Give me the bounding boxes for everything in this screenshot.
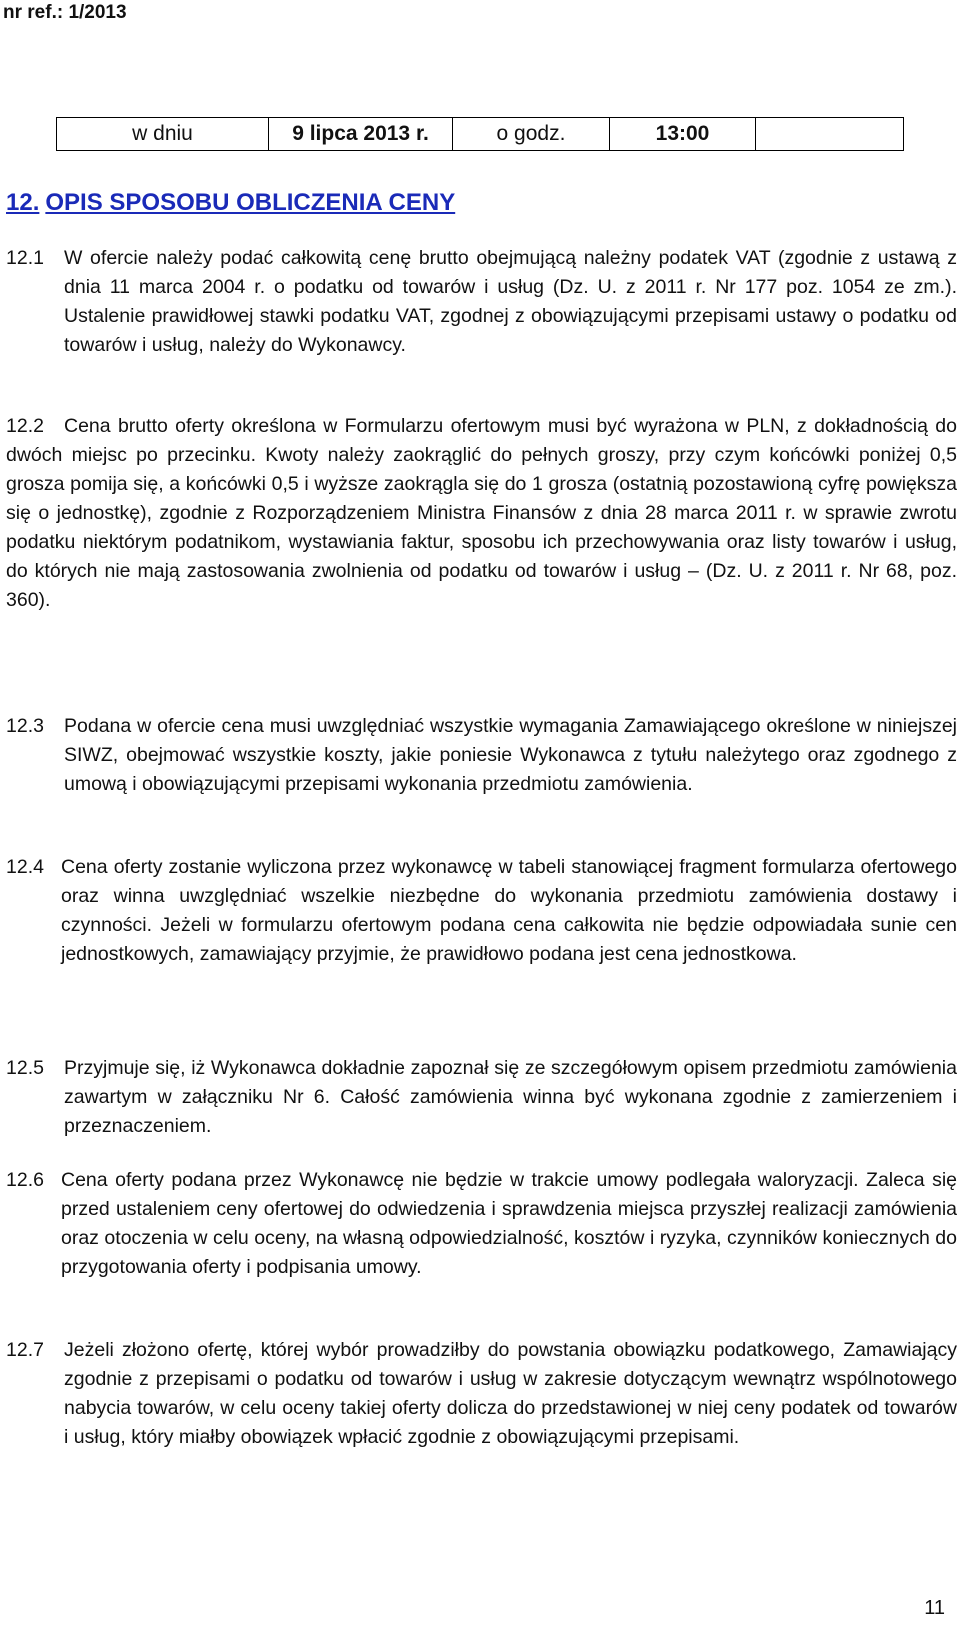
section-heading (6, 189, 455, 217)
clause-number: 12.2 (6, 415, 44, 437)
clause-text: W ofercie należy podać całkowitą cenę brutto obejmującą należny podatek VAT (zgodnie z ustawą z dnia 11 marca 2004 r. o podatku od towarów i usług (Dz. U. z 2011 r. Nr 177 poz. 1054 ze zm.). Ustalenie prawidłowej stawki podatku VAT, zgodnej z obowiązującymi przepisami ustawy o podatku od towarów i usług, należy do Wykonawcy. (64, 247, 957, 356)
section-number: 12. (6, 189, 40, 216)
date-time-row (56, 117, 904, 151)
clause-12-5 (6, 1054, 957, 1141)
date-label: w dniu (57, 118, 269, 150)
page-number: 11 (924, 1597, 945, 1619)
clause-text: Jeżeli złożono ofertę, której wybór prowadziłby do powstania obowiązku podatkowego, Zamawiający zgodnie z przepisami o podatku od towarów i usług w zakresie dotyczącym wewnątrz wspólnotowego nabycia towarów, w celu oceny takiej oferty dolicza do przedstawionej w niej ceny podatek od towarów i usług, który miałby obowiązek wpłacić zgodnie z obowiązującymi przepisami. (64, 1339, 957, 1448)
clause-12-6 (6, 1166, 957, 1282)
reference-number: nr ref.: 1/2013 (3, 2, 127, 23)
empty-cell (756, 118, 904, 150)
clause-text: Przyjmuje się, iż Wykonawca dokładnie zapoznał się ze szczegółowym opisem przedmiotu zamówienia zawartym w załączniku Nr 6. Całość zamówienia winna być wykonana zgodnie z zamierzeniem i przeznaczeniem. (64, 1057, 957, 1137)
clause-number: 12.5 (6, 1057, 44, 1079)
clause-text: Cena oferty podana przez Wykonawcę nie będzie w trakcie umowy podlegała waloryzacji. Zaleca się przed ustaleniem ceny ofertowej do odwiedzenia i sprawdzenia miejsca przyszłej realizacji zamówienia oraz otoczenia w celu oceny, na własną odpowiedzialność, kosztów i ryzyka, czynników koniecznych do przygotowania oferty i podpisania umowy. (61, 1169, 957, 1278)
clause-12-1 (6, 244, 957, 360)
time-value: 13:00 (610, 118, 756, 150)
clause-text: Podana w ofercie cena musi uwzględniać wszystkie wymagania Zamawiającego określone w niniejszej SIWZ, obejmować wszystkie koszty, jakie poniesie Wykonawca z tytułu należytego oraz zgodnego z umową i obowiązującymi przepisami wykonania przedmiotu zamówienia. (64, 715, 957, 795)
clause-number: 12.3 (6, 715, 44, 737)
clause-number: 12.7 (6, 1339, 44, 1361)
date-value: 9 lipca 2013 r. (269, 118, 453, 150)
clause-number: 12.1 (6, 247, 44, 269)
clause-number: 12.6 (6, 1169, 44, 1191)
time-label: o godz. (453, 118, 610, 150)
clause-12-2 (6, 412, 957, 615)
clause-text: Cena oferty zostanie wyliczona przez wykonawcę w tabeli stanowiącej fragment formularza ofertowego oraz winna uwzględniać wszelkie niezbędne do wykonania przedmiotu zamówienia dostawy i czynności. Jeżeli w formularzu ofertowym podana cena całkowita nie będzie odpowiadała sunie cen jednostkowych, zamawiający przyjmie, że prawidłowo podana jest cena jednostkowa. (61, 856, 957, 965)
clause-12-3 (6, 712, 957, 799)
clause-number: 12.4 (6, 856, 44, 878)
section-title: OPIS SPOSOBU OBLICZENIA CENY (45, 189, 456, 216)
clause-12-7 (6, 1336, 957, 1452)
clause-text: Cena brutto oferty określona w Formularzu ofertowym musi być wyrażona w PLN, z dokładnością do dwóch miejsc po przecinku. Kwoty należy zaokrąglić do pełnych groszy, przy czym końcówki poniżej 0,5 grosza pomija się, a końcówki 0,5 i wyższe zaokrągla się do 1 grosza (ostatnią pozostawioną cyfrę powiększa się o jednostkę), zgodnie z Rozporządzeniem Ministra Finansów z dnia 28 marca 2011 r. w sprawie zwrotu podatku niektórym podatnikom, wystawiania faktur, sposobu ich przechowywania oraz listy towarów i usług, do których nie mają zastosowania zwolnienia od podatku od towarów i usług – (Dz. U. z 2011 r. Nr 68, poz. 360). (6, 415, 957, 611)
clause-12-4 (6, 853, 957, 969)
